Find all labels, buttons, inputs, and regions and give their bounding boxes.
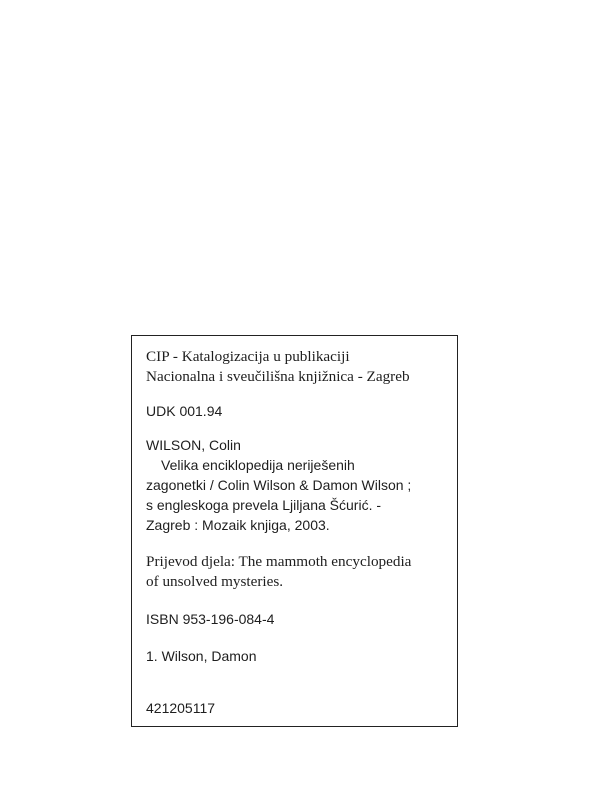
added-entry: 1. Wilson, Damon (146, 648, 257, 664)
title-statement-line-4: Zagreb : Mozaik knjiga, 2003. (146, 517, 330, 533)
title-statement-line-3: s engleskoga prevela Ljiljana Šćurić. - (146, 497, 382, 513)
original-title-line-1: Prijevod djela: The mammoth encyclopedia (146, 553, 412, 570)
isbn: ISBN 953-196-084-4 (146, 611, 275, 627)
author-heading: WILSON, Colin (146, 437, 241, 453)
record-id: 421205117 (146, 700, 216, 716)
cip-catalog-card (131, 335, 458, 727)
title-statement-line-2: zagonetki / Colin Wilson & Damon Wilson ; (146, 477, 412, 493)
title-statement-line-1: Velika enciklopedija neriješenih (161, 457, 355, 473)
cip-header-line-1: CIP - Katalogizacija u publikaciji (146, 348, 350, 365)
udk-code: UDK 001.94 (146, 403, 223, 419)
original-title-line-2: of unsolved mysteries. (146, 573, 284, 590)
cip-header-line-2: Nacionalna i sveučilišna knjižnica - Zagreb (146, 368, 410, 385)
